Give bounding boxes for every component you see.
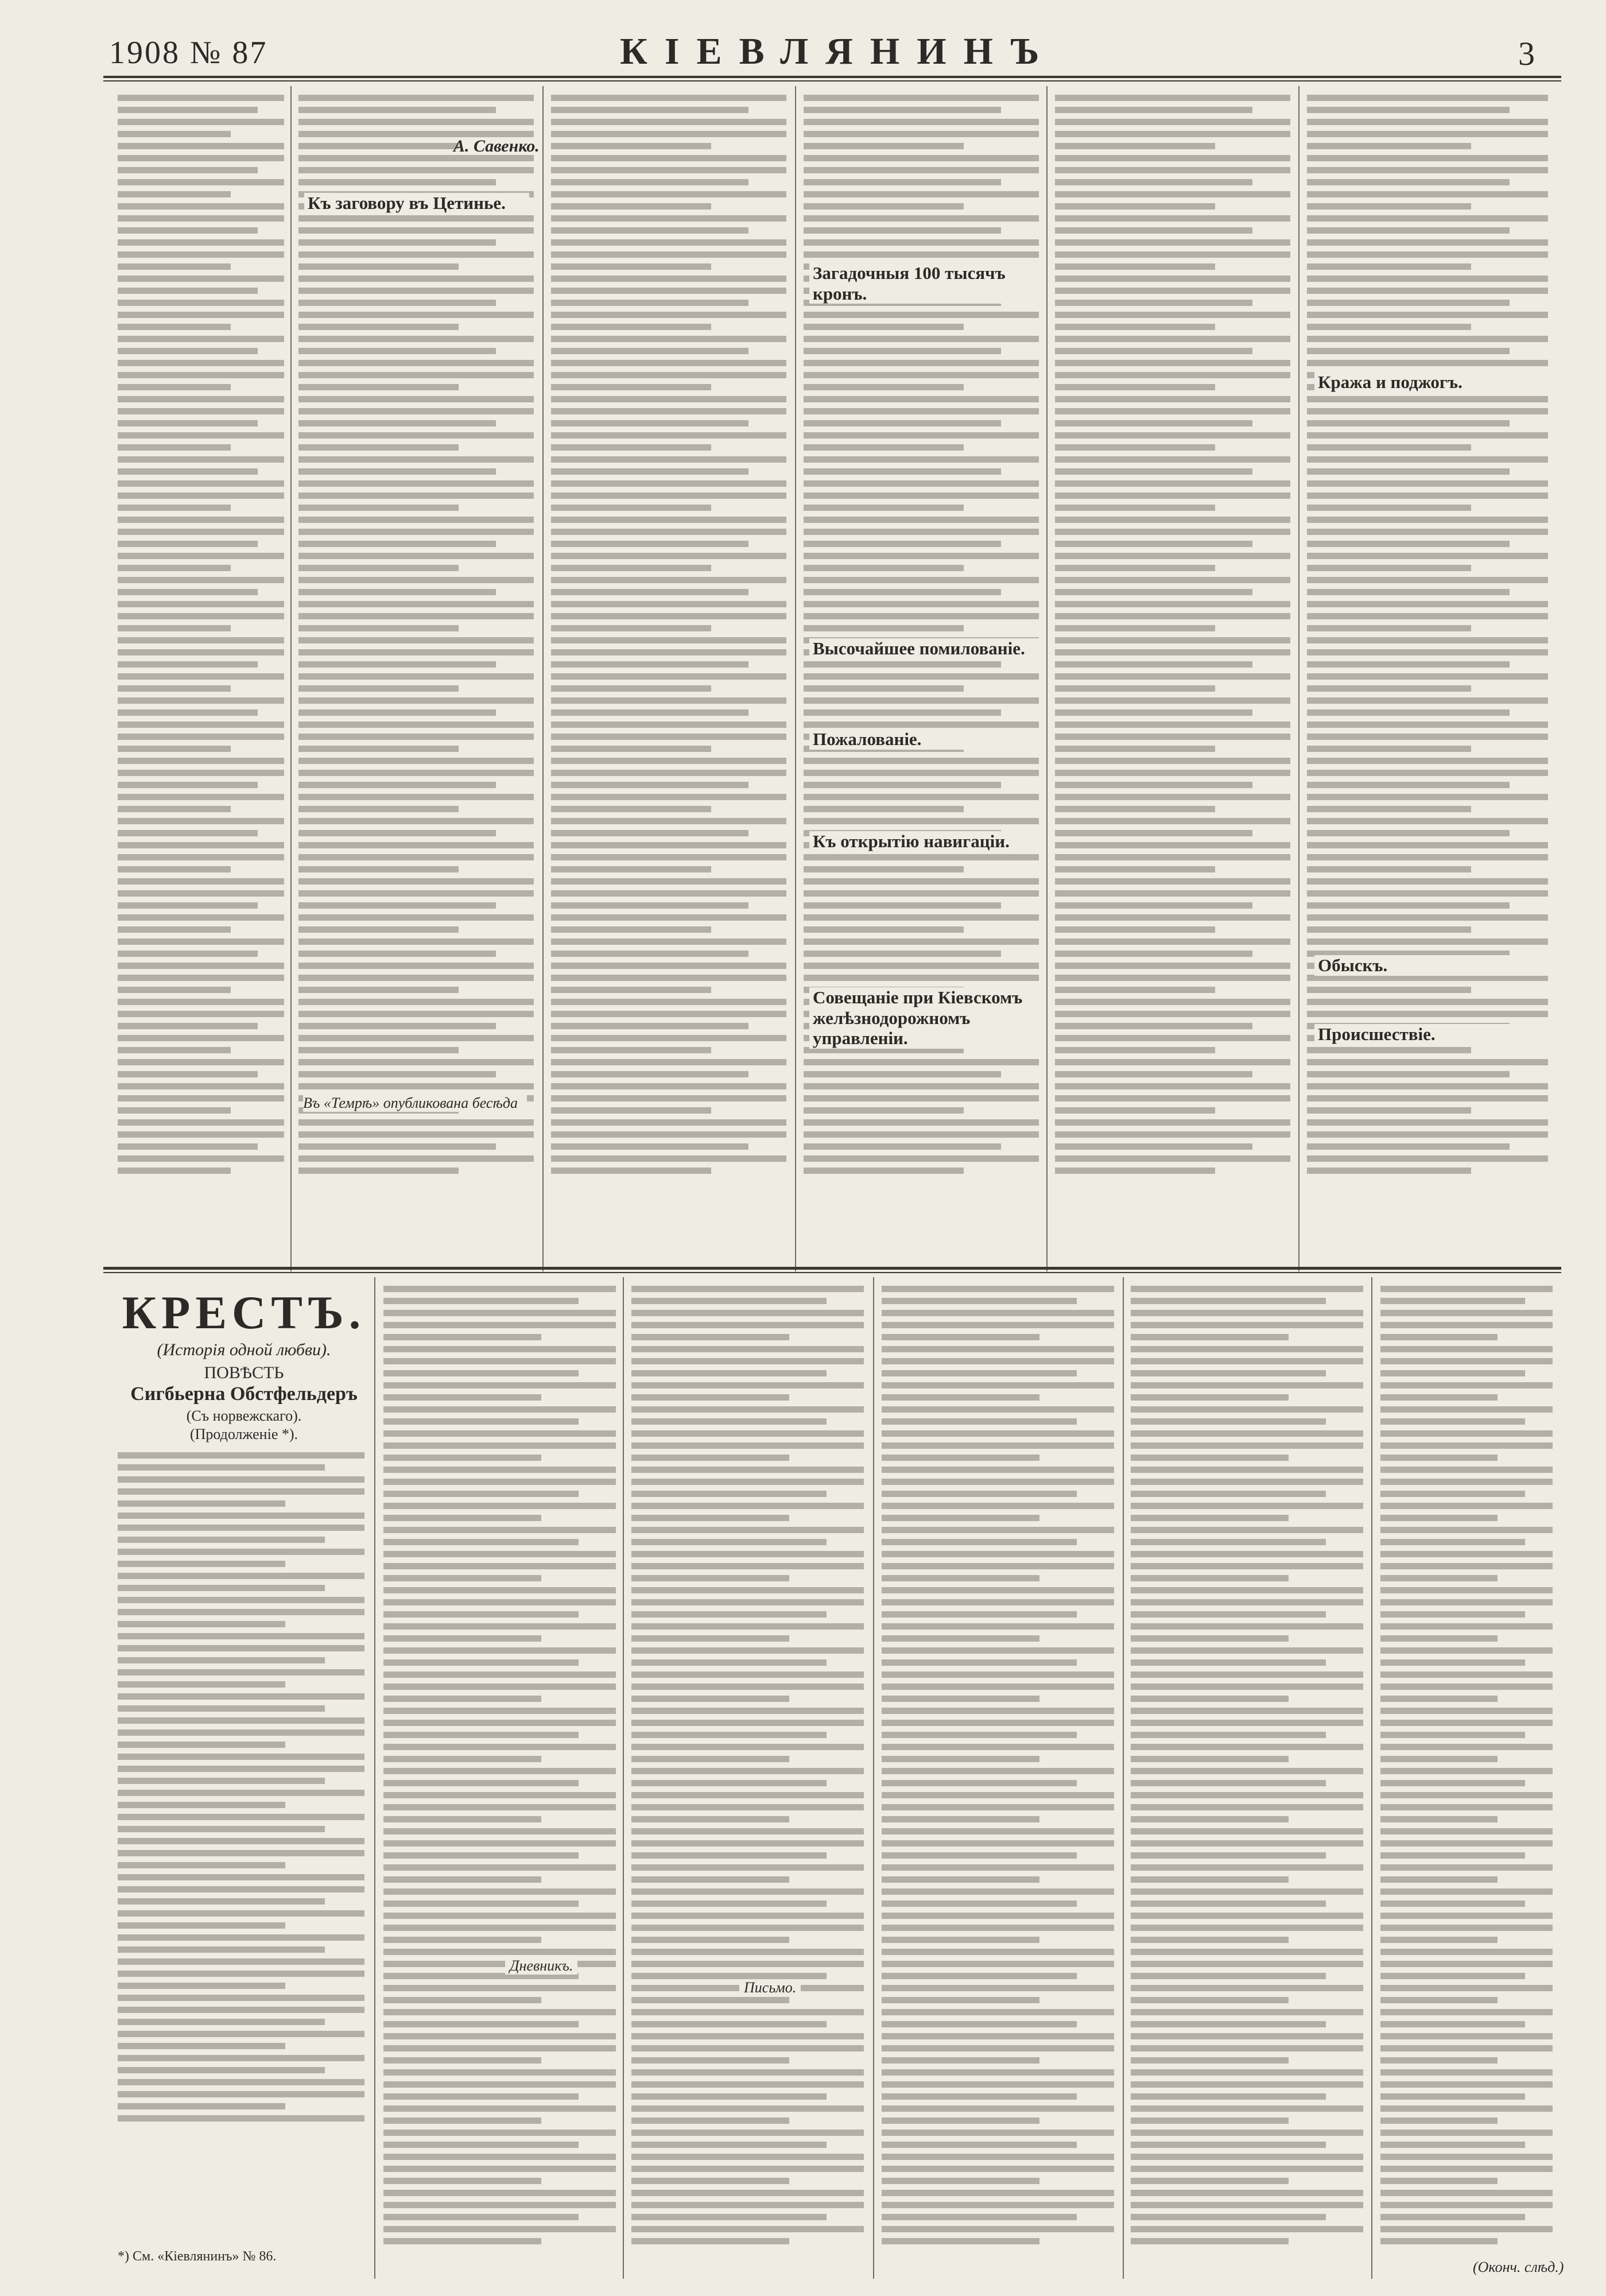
feuilleton-genre: ПОВѢСТЬ bbox=[204, 1363, 284, 1382]
feuilleton-title: КРЕСТЪ. bbox=[122, 1286, 366, 1339]
diary-label: Дневникъ. bbox=[505, 1957, 577, 1975]
header-issue: 1908 № 87 bbox=[109, 35, 268, 71]
heading-amnesty: Высочайшее помилованіе. bbox=[809, 638, 1040, 659]
feuilleton-author: Сигбьерна Обстфельдеръ bbox=[130, 1383, 358, 1405]
column-5-text bbox=[1055, 95, 1290, 1180]
heading-search: Обыскъ. bbox=[1314, 955, 1551, 976]
column-divider bbox=[542, 86, 544, 1271]
feuilleton-divider bbox=[1371, 1277, 1372, 2279]
column-divider bbox=[290, 86, 292, 1271]
column-6-text bbox=[1307, 95, 1548, 1180]
heading-100000-kron: Загадочныя 100 тысячъ кронъ. bbox=[809, 263, 1040, 304]
feuilleton-divider bbox=[1123, 1277, 1124, 2279]
page-number: 3 bbox=[1518, 35, 1535, 72]
feuilleton-translation: (Съ норвежскаго). bbox=[186, 1407, 302, 1424]
signature-savenko: А. Савенко. bbox=[453, 137, 540, 156]
header-rule-thin bbox=[103, 80, 1561, 82]
feuilleton-col-5-text bbox=[1131, 1286, 1363, 2250]
note-temps: Въ «Темрѣ» опубликована бесѣда bbox=[303, 1095, 527, 1112]
heading-award: Пожалованіе. bbox=[809, 729, 1040, 750]
feuilleton-col-3-text bbox=[631, 1286, 864, 2250]
feuilleton-col-4-text bbox=[882, 1286, 1114, 2250]
column-divider bbox=[795, 86, 796, 1271]
feuilleton-col-2-text bbox=[383, 1286, 616, 2250]
column-1-text bbox=[118, 95, 284, 1180]
column-2-text bbox=[298, 95, 534, 1180]
header-rule bbox=[103, 76, 1561, 78]
heading-navigation: Къ открытію навигаціи. bbox=[809, 831, 1040, 852]
heading-railway-meeting: Совещаніе при Кіевскомъ желѣзнодорожномъ управленіи. bbox=[809, 987, 1040, 1049]
heading-cetinje: Къ заговору въ Цетинье. bbox=[304, 193, 529, 214]
column-divider bbox=[1298, 86, 1299, 1271]
feuilleton-continuation: (Продолженіе *). bbox=[189, 1426, 298, 1442]
feuilleton-subtitle: (Исторія одной любви). bbox=[157, 1340, 331, 1359]
feuilleton-col-1-text bbox=[118, 1452, 364, 2127]
feuilleton-divider bbox=[374, 1277, 375, 2279]
continuation-note: (Оконч. слѣд.) bbox=[1469, 2259, 1567, 2276]
section-rule-thin bbox=[103, 1272, 1561, 1273]
heading-incident: Происшествіе. bbox=[1314, 1024, 1551, 1045]
letter-label: Письмо. bbox=[739, 1979, 801, 1996]
feuilleton-col-6-text bbox=[1380, 1286, 1553, 2250]
feuilleton-divider bbox=[623, 1277, 624, 2279]
section-rule bbox=[103, 1267, 1561, 1270]
column-3-text bbox=[551, 95, 786, 1180]
column-divider bbox=[1046, 86, 1048, 1271]
newspaper-title: КІЕВЛЯНИНЪ bbox=[620, 30, 1057, 72]
feuilleton-footnote: *) См. «Кіевлянинъ» № 86. bbox=[118, 2249, 277, 2264]
feuilleton-divider bbox=[873, 1277, 874, 2279]
heading-theft-arson: Кража и поджогъ. bbox=[1314, 372, 1551, 393]
